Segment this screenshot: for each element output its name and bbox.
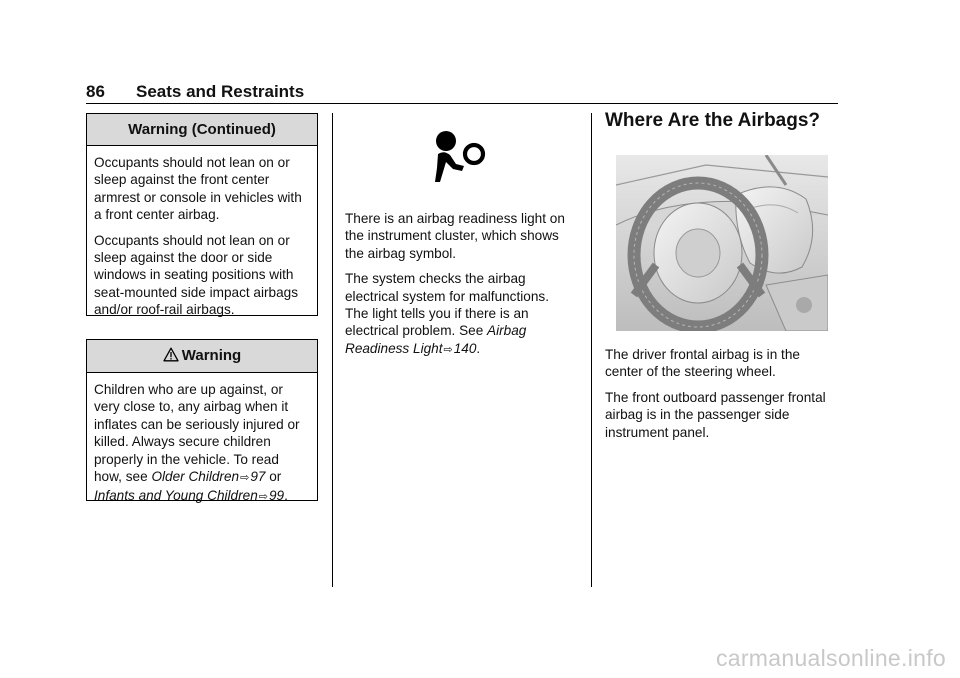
page-ref[interactable]: 99: [268, 488, 285, 504]
warning-title-bar: [87, 340, 317, 373]
steering-wheel-airbag-illustration: [616, 155, 828, 331]
paragraph-text: The system checks the airbag electrical system for malfunctions. The light tells you if there is an electrical problem. See: [345, 271, 549, 339]
readiness-light-paragraph: There is an airbag readiness light on the instrument cluster, which shows the airbag symbol.: [345, 211, 565, 261]
section-title: Seats and Restraints: [136, 82, 305, 101]
warning-text-part: or: [265, 469, 282, 485]
system-check-paragraph: [345, 270, 571, 359]
warning-text: [94, 381, 310, 507]
link-airbag-readiness-light[interactable]: Airbag Readiness Light: [345, 323, 527, 356]
xref-arrow-icon: ⇨: [258, 491, 268, 504]
warning-continued-title: Warning (Continued): [87, 114, 317, 146]
page-number: 86: [86, 82, 105, 101]
page-header: [86, 82, 304, 102]
warning-text-part: Children who are up against, or very close to, any airbag when it inflates can be seriously injured or killed. Always secure children properly in the vehicle. To read how, see: [94, 382, 300, 485]
warning-continued-box: [86, 113, 318, 316]
column-divider: [591, 113, 592, 587]
right-column: [605, 346, 835, 449]
link-infants-young-children[interactable]: Infants and Young Children: [94, 488, 258, 504]
warning-text-part: .: [284, 488, 288, 504]
passenger-airbag-paragraph: The front outboard passenger frontal airbag is in the passenger side instrument panel.: [605, 389, 826, 440]
page-ref[interactable]: 140: [453, 340, 477, 356]
warning-box: [86, 339, 318, 504]
watermark: carmanualsonline.info: [715, 645, 946, 671]
page-ref[interactable]: 97: [250, 469, 266, 485]
header-rule: [86, 103, 838, 104]
paragraph-text: .: [476, 340, 481, 356]
middle-column: [345, 210, 571, 367]
warning-continued-paragraph: Occupants should not lean on or sleep against the door or side windows in seating positions with seat-mounted side impact airbags and/or roof-rail airbags.: [94, 232, 299, 318]
warning-body: [87, 373, 317, 507]
airbag-readiness-icon: [432, 128, 492, 184]
driver-airbag-paragraph: The driver frontal airbag is in the center of the steering wheel.: [605, 347, 800, 380]
warning-continued-paragraph: Occupants should not lean on or sleep against the front center armrest or console in vehicles with a front center airbag.: [94, 155, 302, 223]
section-heading: Where Are the Airbags?: [605, 110, 821, 131]
xref-arrow-icon: ⇨: [240, 472, 250, 485]
caution-triangle-icon: [163, 347, 179, 362]
column-divider: [332, 113, 333, 587]
link-older-children[interactable]: Older Children: [151, 469, 240, 485]
warning-title: Warning: [181, 347, 242, 364]
warning-continued-body: [87, 146, 317, 319]
xref-arrow-icon: ⇨: [443, 343, 453, 356]
